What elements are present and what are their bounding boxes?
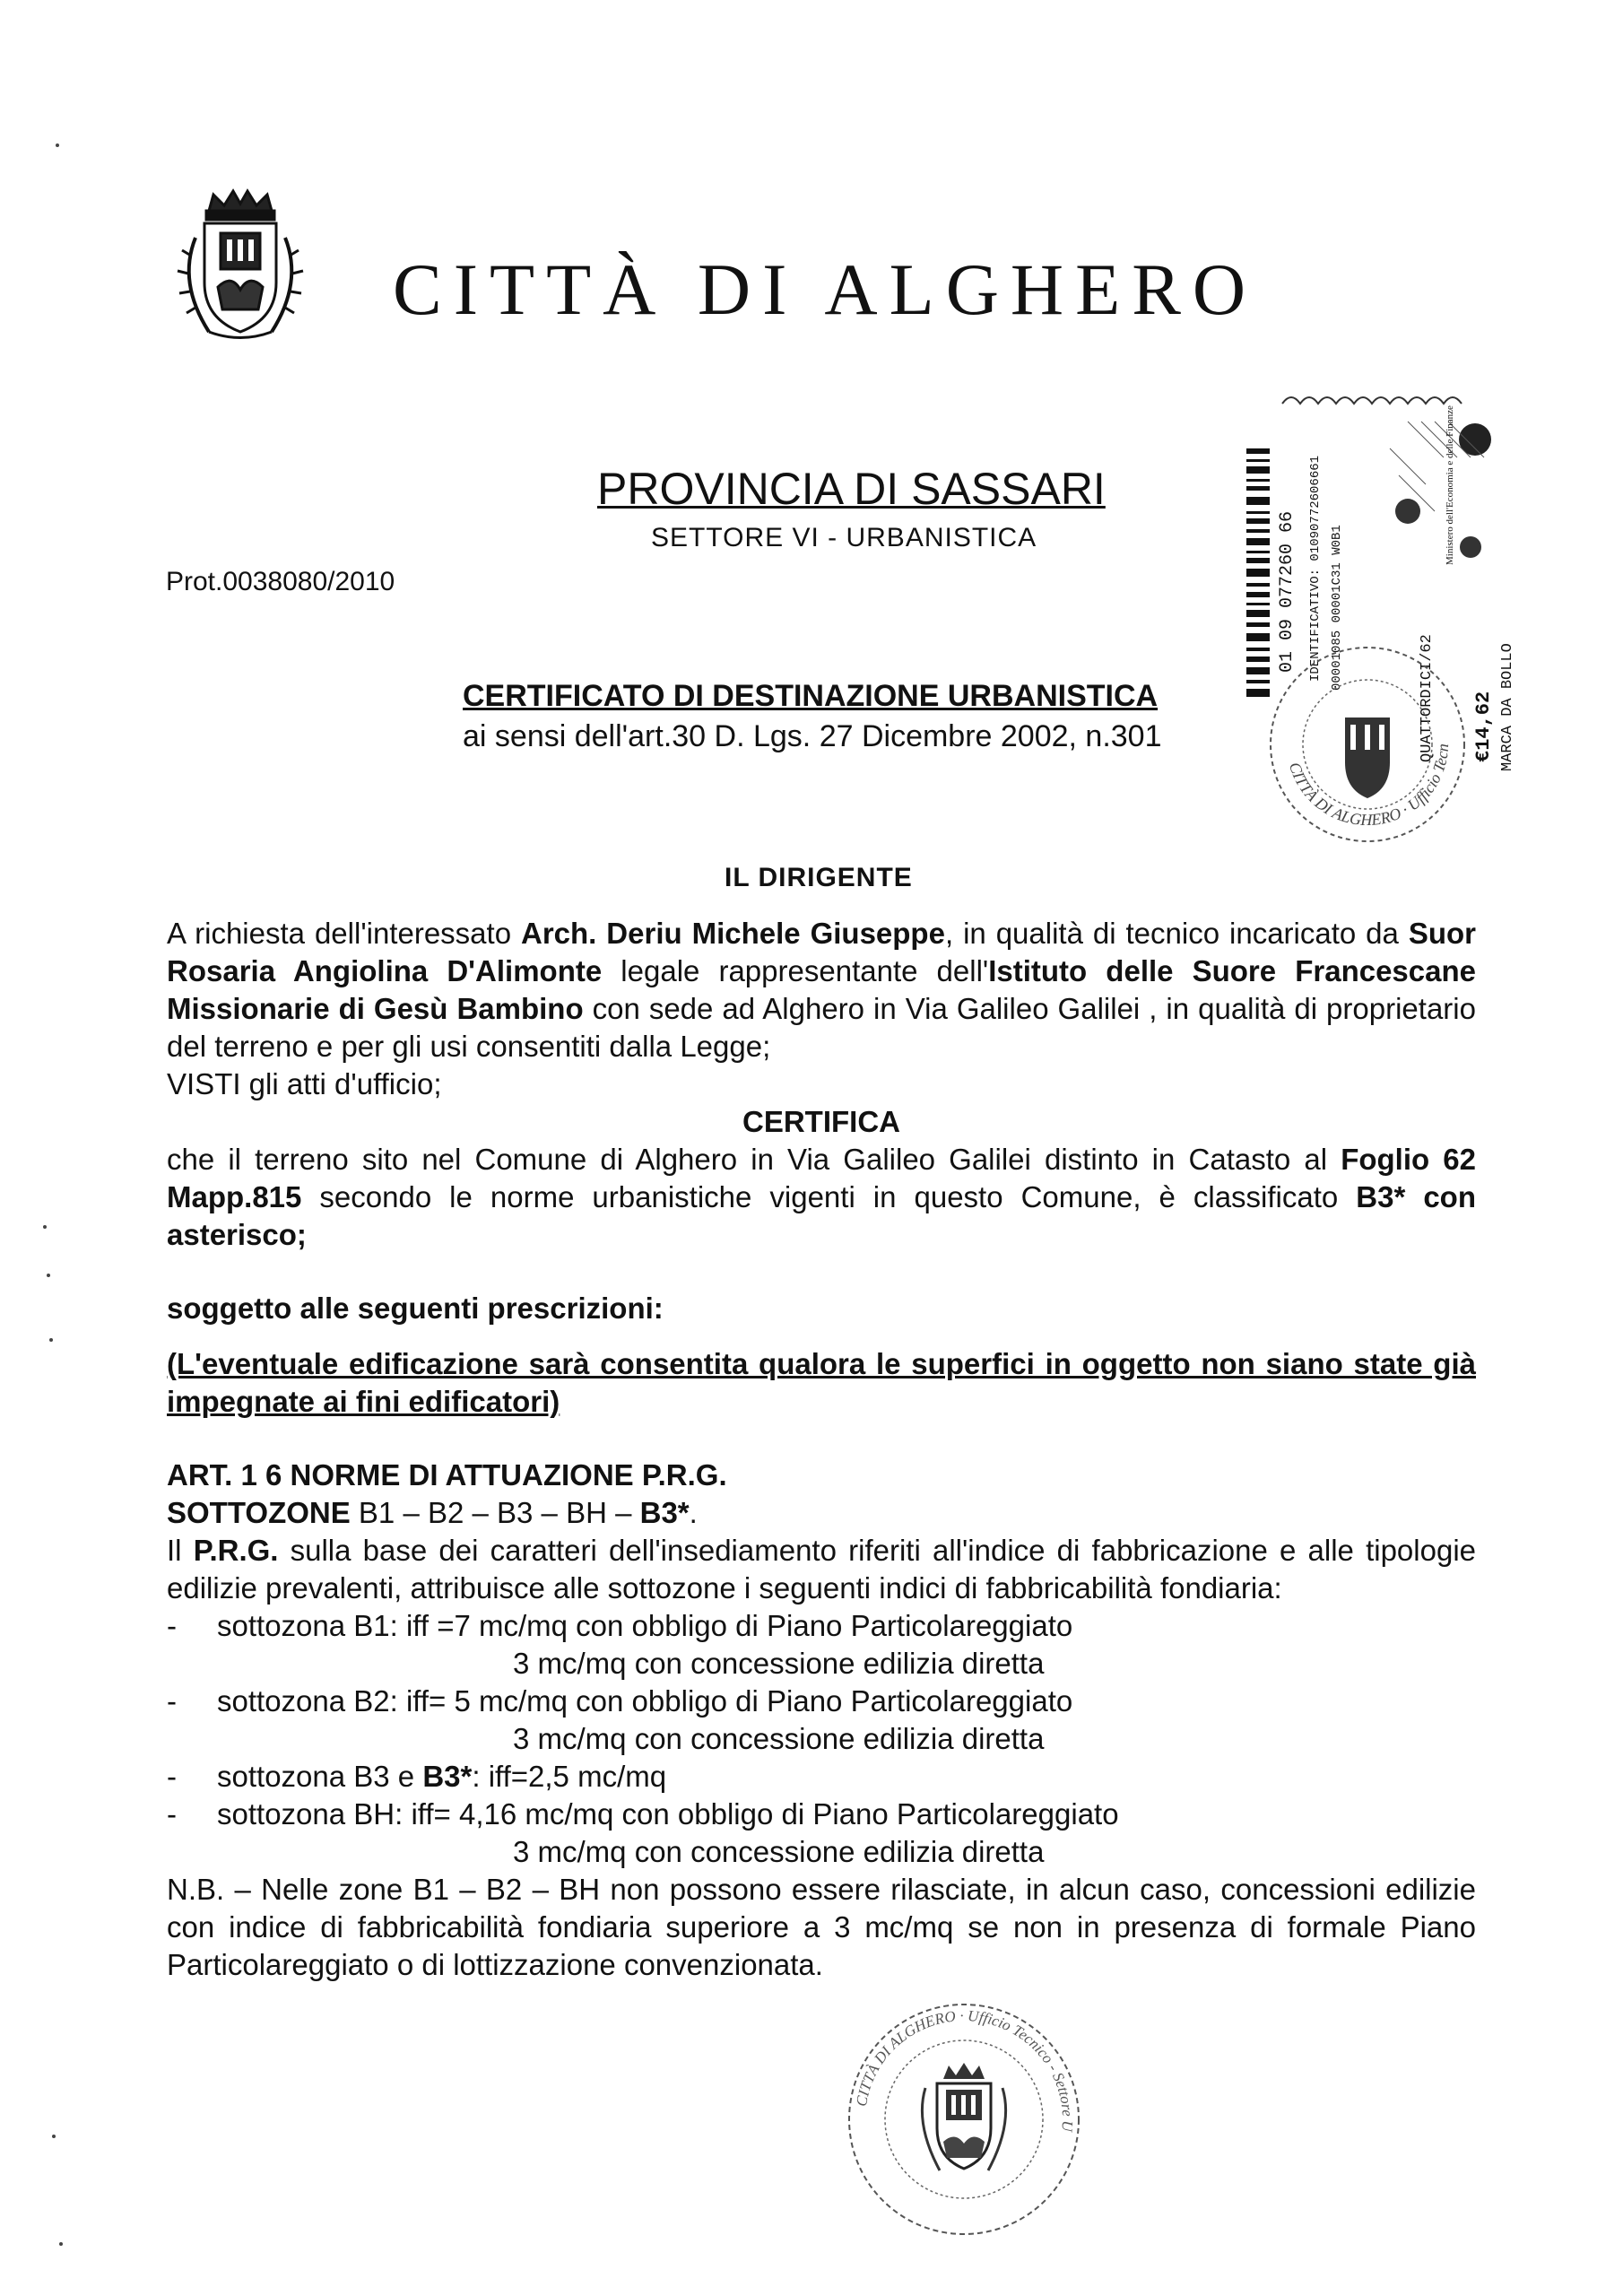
request-text-1: A richiesta dell'interessato [167,917,521,950]
scan-speck [47,1274,50,1277]
article-title: ART. 1 6 NORME DI ATTUAZIONE P.R.G. [167,1458,727,1492]
zone-classification: B3* con asterisco; [167,1180,1476,1251]
visti-line: VISTI gli atti d'ufficio; [167,1067,442,1100]
scan-speck [59,2242,63,2246]
building-note: (L'eventuale edificazione sarà consentita qualora le superfici in oggetto non siano state già impegnate ai fini edificatori) [167,1347,1476,1418]
subzones-label: SOTTOZONE [167,1496,351,1529]
bottom-seal-text: CITTÀ DI ALGHERO · Ufficio Tecnico - Settore U [852,2006,1077,2133]
city-title: CITTÀ DI ALGHERO [393,248,1258,330]
list-item-b2: - sottozona B2: iff= 5 mc/mq con obbligo di Piano Particolareggiato 3 mc/mq con concessione edilizia diretta [167,1684,1073,1755]
revenue-stamp [1228,386,1515,852]
representative-name: Suor Rosaria Angiolina D'Alimonte [167,917,1477,987]
prg-text-1: Il [167,1534,194,1567]
revenue-stamp-amount: €14,62 [1472,691,1495,762]
list-item-b3: - sottozona B3 e B3*: iff=2,5 mc/mq [167,1760,667,1793]
cadastral-reference: Foglio 62 Mapp.815 [167,1143,1476,1213]
architect-name: Arch. Deriu Michele Giuseppe [521,917,945,950]
scan-speck [56,144,59,147]
subzones-line [167,1494,1476,1532]
protocol-number: Prot.0038080/2010 [166,567,395,596]
city-crest-logo [169,184,312,345]
certificate-title: CERTIFICATO DI DESTINAZIONE URBANISTICA [463,679,1159,713]
prg-acronym: P.R.G. [193,1534,279,1567]
certifica-heading: CERTIFICA [742,1105,900,1138]
classification-text-1: che il terreno sito nel Comune di Alghero in Via Galileo Galilei distinto in Catasto al [167,1143,1341,1176]
revenue-stamp-code: 00001085 00001C31 W0B1 [1330,525,1344,691]
nb-paragraph: N.B. – Nelle zone B1 – B2 – BH non possono essere rilasciate, in alcun caso, concessioni edilizie con indice di fabbricabilità fondiaria superiore a 3 mc/mq se non in presenza di formale Piano Particolareggiato o di lottizzazione convenzionata. [167,1873,1476,1981]
department-heading: SETTORE VI - URBANISTICA [651,523,1037,552]
certificate-body [167,915,1476,1984]
signer-title: IL DIRIGENTE [725,863,913,892]
scan-speck [52,2135,56,2138]
revenue-stamp-label: MARCA DA BOLLO [1499,643,1515,771]
request-text-2: , in qualità di tecnico incaricato da [944,917,1409,950]
province-heading: PROVINCIA DI SASSARI [597,464,1106,514]
revenue-stamp-amount-words: QUATTORDICI/62 [1419,634,1436,762]
list-item-bh: - sottozona BH: iff= 4,16 mc/mq con obbligo di Piano Particolareggiato 3 mc/mq con concessione edilizia diretta [167,1797,1119,1868]
prg-paragraph [167,1532,1476,1607]
classification-text-2: secondo le norme urbanistiche vigenti in questo Comune, è classificato [301,1180,1357,1213]
office-stamp-text: CITTÀ DI ALGHERO · Ufficio Tecn [1285,743,1453,830]
scan-speck [49,1338,53,1342]
revenue-stamp-serial: 01 09 077260 66 [1277,510,1298,673]
revenue-stamp-ministry: Ministero dell'Economia e delle Finanze [1445,405,1455,565]
prg-text-2: sulla base dei caratteri dell'insediamento riferiti all'indice di fabbricazione e alle tipologie edilizie prevalenti, attribuisce alle sottozone i seguenti indici di fabbricabilità fondiaria: [167,1534,1477,1605]
subzone-b3-star: B3* [639,1496,690,1529]
list-item-b1: - sottozona B1: iff =7 mc/mq con obbligo di Piano Particolareggiato 3 mc/mq con concessione edilizia diretta [167,1609,1073,1680]
revenue-stamp-ident: IDENTIFICATIVO: 01090772606661 [1308,455,1323,682]
request-paragraph [167,915,1476,1065]
bottom-round-seal [843,1998,1085,2240]
request-text-4: con sede ad Alghero in Via Galileo Galilei , in qualità di proprietario del terreno e per gli usi consentiti dalla Legge; [167,992,1476,1063]
scan-speck [43,1225,47,1229]
subzones-end: . [689,1496,698,1529]
land-classification-paragraph [167,1141,1476,1254]
certificate-legal-reference: ai sensi dell'art.30 D. Lgs. 27 Dicembre 2002, n.301 [463,719,1162,753]
subzones-list: B1 – B2 – B3 – BH – [350,1496,640,1529]
request-text-3: legale rappresentante dell' [602,954,989,987]
institute-name: Istituto delle Suore Francescane Missionarie di Gesù Bambino [167,954,1476,1025]
prescriptions-heading: soggetto alle seguenti prescrizioni: [167,1292,664,1325]
